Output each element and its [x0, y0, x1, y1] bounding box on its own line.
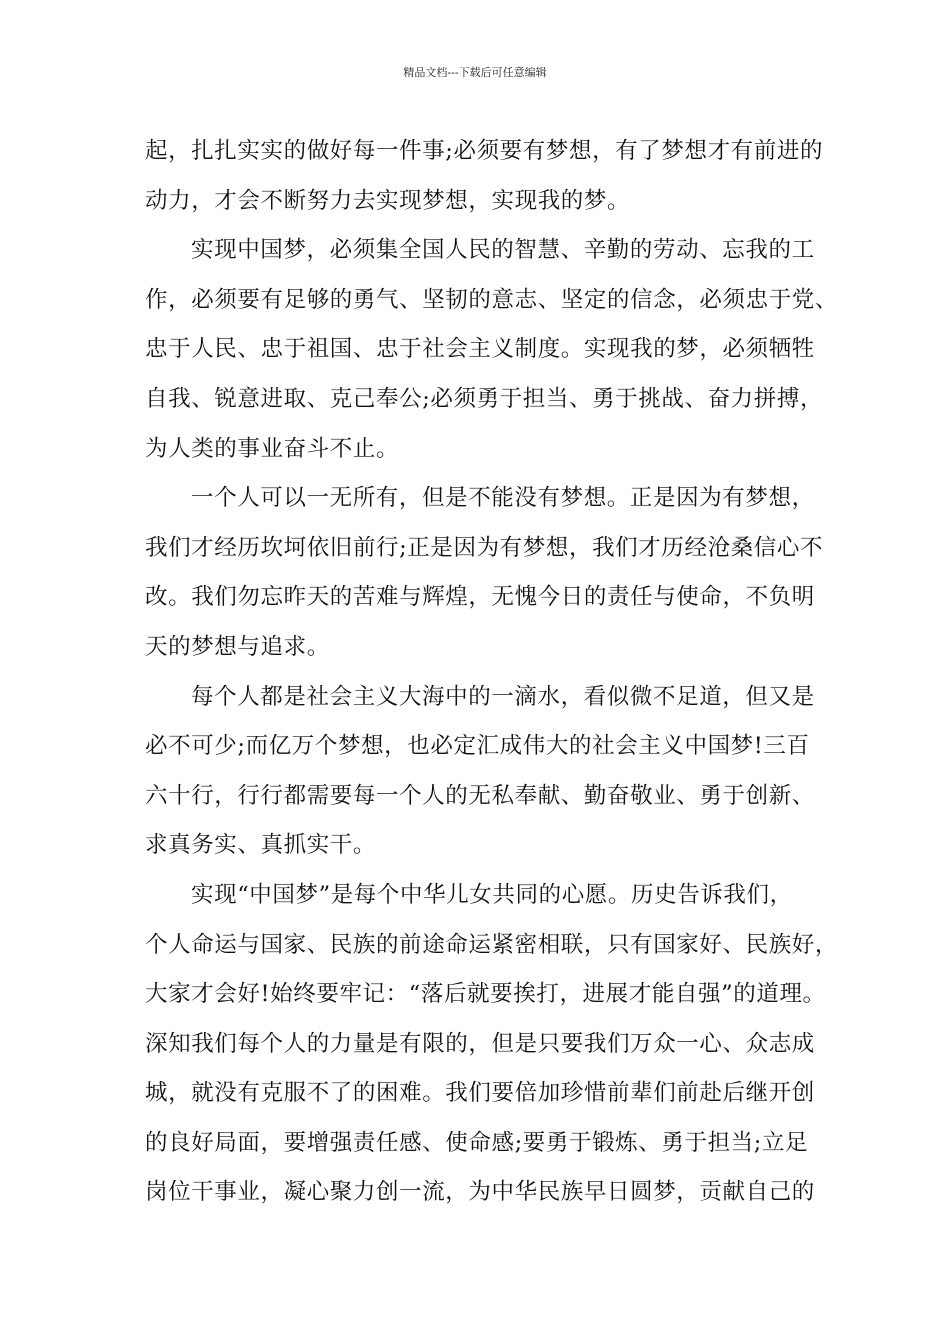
text-line: 起，扎扎实实的做好每一件事;必须要有梦想，有了梦想才有前进的 — [145, 138, 824, 164]
text-line: 大家才会好!始终要牢记：“落后就要挨打，进展才能自强”的道理。 — [145, 981, 826, 1008]
text-line: 天的梦想与追求。 — [145, 633, 330, 660]
text-line: 深知我们每个人的力量是有限的，但是只要我们万众一心、众志成 — [145, 1030, 815, 1057]
text-line: 必不可少;而亿万个梦想，也必定汇成伟大的社会主义中国梦!三百 — [145, 733, 810, 760]
text-line: 的良好局面，要增强责任感、使命感;要勇于锻炼、勇于担当;立足 — [145, 1129, 809, 1156]
text-line: 自我、锐意进取、克己奉公;必须勇于担当、勇于挑战、奋力拼搏， — [145, 385, 824, 412]
text-line: 求真务实、真抓实干。 — [145, 832, 377, 859]
text-line: 动力，才会不断努力去实现梦想，实现我的梦。 — [145, 187, 631, 214]
paragraph-start-line: 实现中国梦，必须集全国人民的智慧、辛勤的劳动、忘我的工 — [191, 237, 815, 264]
text-line: 为人类的事业奋斗不止。 — [145, 435, 400, 462]
text-line: 我们才经历坎坷依旧前行;正是因为有梦想，我们才历经沧桑信心不 — [145, 534, 824, 561]
text-line: 个人命运与国家、民族的前途命运紧密相联，只有国家好、民族好， — [145, 931, 839, 958]
paragraph-start-line: 一个人可以一无所有，但是不能没有梦想。正是因为有梦想， — [191, 485, 815, 512]
text-line: 岗位干事业，凝心聚力创一流，为中华民族早日圆梦，贡献自己的 — [145, 1179, 815, 1206]
text-line: 城，就没有克服不了的困难。我们要倍加珍惜前辈们前赴后继开创 — [145, 1080, 815, 1107]
text-line: 改。我们勿忘昨天的苦难与辉煌，无愧今日的责任与使命，不负明 — [145, 584, 815, 611]
page-header: 精品文档---下载后可任意编辑 — [403, 66, 547, 79]
paragraph-start-line: 实现“中国梦”是每个中华儿女共同的心愿。历史告诉我们， — [191, 881, 793, 908]
paragraph-start-line: 每个人都是社会主义大海中的一滴水，看似微不足道，但又是 — [191, 683, 815, 710]
body-text — [145, 131, 839, 1222]
text-line: 作，必须要有足够的勇气、坚韧的意志、坚定的信念，必须忠于党、 — [145, 286, 839, 313]
text-line: 六十行，行行都需要每一个人的无私奉献、勤奋敬业、勇于创新、 — [145, 782, 815, 809]
text-line: 忠于人民、忠于祖国、忠于社会主义制度。实现我的梦，必须牺牲 — [145, 336, 815, 363]
